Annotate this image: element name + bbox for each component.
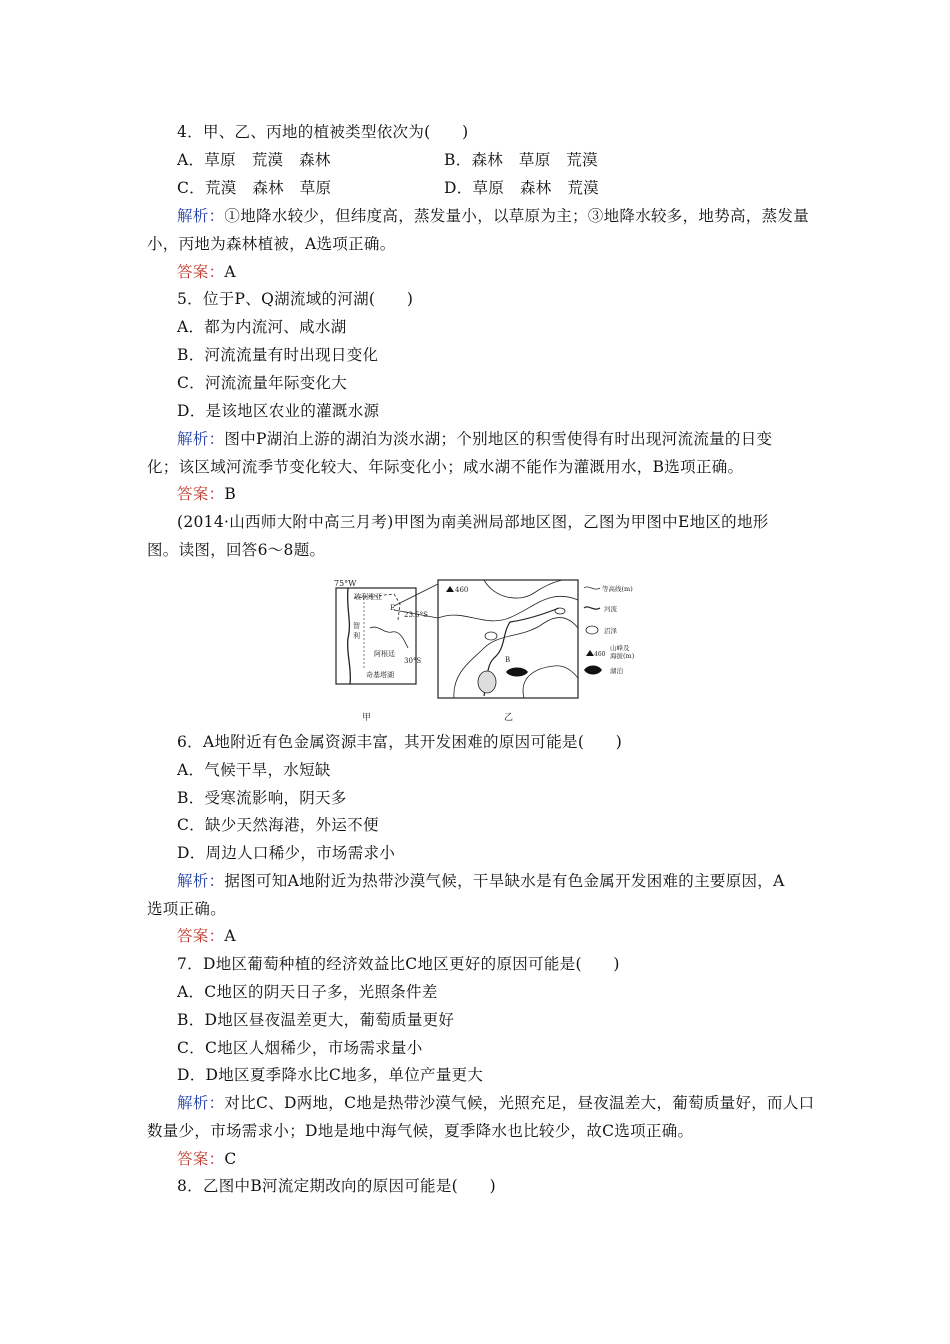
answer-label: 答案：: [177, 927, 225, 945]
label-bolivia: 玻利维亚: [354, 593, 382, 601]
river-tributary: [510, 608, 559, 622]
yi-caption: 乙: [504, 713, 514, 723]
map-figure: [334, 578, 674, 728]
jia-river: [370, 627, 408, 648]
label-b: B: [505, 656, 511, 664]
q5-answer: [177, 484, 236, 504]
q6-solution-line-2: 选项正确。: [147, 900, 227, 918]
q4-option-b: B．森林 草原 荒漠: [444, 151, 598, 169]
q4-option-a: A．草原 荒漠 森林: [177, 151, 331, 169]
q6-option-a: A．气候干旱，水短缺: [177, 761, 331, 779]
solution-label: 解析：: [177, 1094, 225, 1112]
q5-option-d: D．是该地区农业的灌溉水源: [177, 402, 380, 420]
peak-460-label: 460: [455, 586, 469, 594]
solution-label: 解析：: [177, 872, 225, 890]
lat-30s-label: 30°S: [404, 657, 422, 665]
legend-460: 460: [594, 651, 606, 658]
label-argentina: 阿根廷: [374, 650, 395, 658]
legend-peak-1: 山峰及: [610, 644, 630, 652]
q6-solution-line-1: [177, 871, 785, 891]
legend-swamp: 沼泽: [604, 627, 617, 635]
q7-stem: 7．D地区葡萄种植的经济效益比C地区更好的原因可能是( ): [177, 955, 620, 973]
legend-contour-icon: [584, 587, 600, 589]
q7-option-c: C．C地区人烟稀少，市场需求量小: [177, 1039, 423, 1057]
q7-answer: [177, 1149, 237, 1169]
q5-option-b: B．河流流量有时出现日变化: [177, 346, 379, 364]
jia-coastline: [348, 588, 351, 684]
contour-line-2: [454, 618, 578, 698]
answer-value: A: [224, 263, 236, 281]
legend-lake: 湖泊: [610, 667, 623, 675]
label-e: E: [390, 604, 396, 612]
q6-option-d: D．周边人口稀少，市场需求小: [177, 844, 396, 862]
legend-river-icon: [584, 607, 600, 609]
legend-river: 河流: [604, 605, 617, 613]
q4-solution-line-2: 小，丙地为森林植被，A选项正确。: [147, 235, 396, 253]
q5-stem: 5．位于P、Q湖流域的河湖( ): [177, 290, 414, 308]
legend-lake-icon: [584, 666, 602, 675]
intro-line-2: 图。读图，回答6～8题。: [147, 541, 326, 559]
q5-option-c: C．河流流量年际变化大: [177, 374, 348, 392]
q4-option-d: D．草原 森林 荒漠: [444, 179, 599, 197]
lon-75w-label: 75°W: [334, 579, 357, 588]
solution-text: 据图可知A地附近为热带沙漠气候，干旱缺水是有色金属开发困难的主要原因，A: [224, 872, 785, 890]
q6-option-c: C．缺少天然海港，外运不便: [177, 816, 379, 834]
label-chile-2: 利: [353, 632, 360, 640]
label-lake: 奇基塔湖: [366, 671, 394, 679]
q7-solution-line-2: 数量少，市场需求小；D地是地中海气候，夏季降水也比较少，故C选项正确。: [147, 1122, 694, 1140]
q7-option-d: D．D地区夏季降水比C地多，单位产量更大: [177, 1066, 484, 1084]
q4-option-c: C．荒漠 森林 草原: [177, 179, 332, 197]
q7-solution-line-1: [177, 1093, 814, 1113]
answer-value: A: [224, 927, 236, 945]
legend-swamp-icon: [586, 626, 598, 634]
intro-line-1: (2014·山西师大附中高三月考)甲图为南美洲局部地区图，乙图为甲图中E地区的地形: [177, 513, 769, 531]
label-chile-1: 智: [353, 622, 360, 630]
jia-caption: 甲: [362, 713, 372, 723]
q4-solution-line-1: [177, 206, 809, 226]
legend-peak-2: 海拔(m): [610, 652, 635, 660]
map-figure-svg: [334, 578, 674, 728]
contour-line-4: [523, 666, 578, 698]
answer-label: 答案：: [177, 485, 225, 503]
q6-option-b: B．受寒流影响，阴天多: [177, 789, 347, 807]
q5-solution-line-1: [177, 429, 772, 449]
yi-map-frame: [438, 580, 578, 698]
q4-stem: 4．甲、乙、丙地的植被类型依次为( ): [177, 123, 469, 141]
q8-stem: 8．乙图中B河流定期改向的原因可能是( ): [177, 1177, 496, 1195]
answer-value: B: [224, 485, 237, 503]
q7-option-a: A．C地区的阴天日子多，光照条件差: [177, 983, 438, 1001]
swamp-3: [555, 608, 565, 614]
answer-label: 答案：: [177, 1150, 225, 1168]
solution-text: ①地降水较少，但纬度高，蒸发量小，以草原为主；③地降水较多，地势高，蒸发量: [224, 207, 810, 225]
lat-235s-label: 23.5°S: [404, 611, 428, 619]
solution-text: 图中P湖泊上游的湖泊为淡水湖；个别地区的积雪使得有时出现河流流量的日变: [224, 430, 773, 448]
peak-icon: [446, 586, 454, 592]
legend-peak-icon: [586, 650, 594, 656]
legend-contour: 等高线(m): [602, 585, 633, 593]
lake-shape: [506, 668, 528, 677]
swamp-2: [478, 671, 496, 693]
swamp-1: [485, 632, 497, 640]
q5-solution-line-2: 化；该区域河流季节变化较大、年际变化小；咸水湖不能作为灌溉用水，B选项正确。: [147, 458, 744, 476]
answer-value: C: [224, 1150, 237, 1168]
q5-option-a: A．都为内流河、咸水湖: [177, 318, 347, 336]
solution-text: 对比C、D两地，C地是热带沙漠气候，光照充足，昼夜温差大，葡萄质量好，而人口: [224, 1094, 815, 1112]
answer-label: 答案：: [177, 263, 225, 281]
q6-answer: [177, 926, 236, 946]
q4-answer: [177, 262, 236, 282]
contour-line-3: [484, 580, 562, 598]
q6-stem: 6．A地附近有色金属资源丰富，其开发困难的原因可能是( ): [177, 733, 623, 751]
solution-label: 解析：: [177, 207, 225, 225]
solution-label: 解析：: [177, 430, 225, 448]
q7-option-b: B．D地区昼夜温差更大，葡萄质量更好: [177, 1011, 455, 1029]
